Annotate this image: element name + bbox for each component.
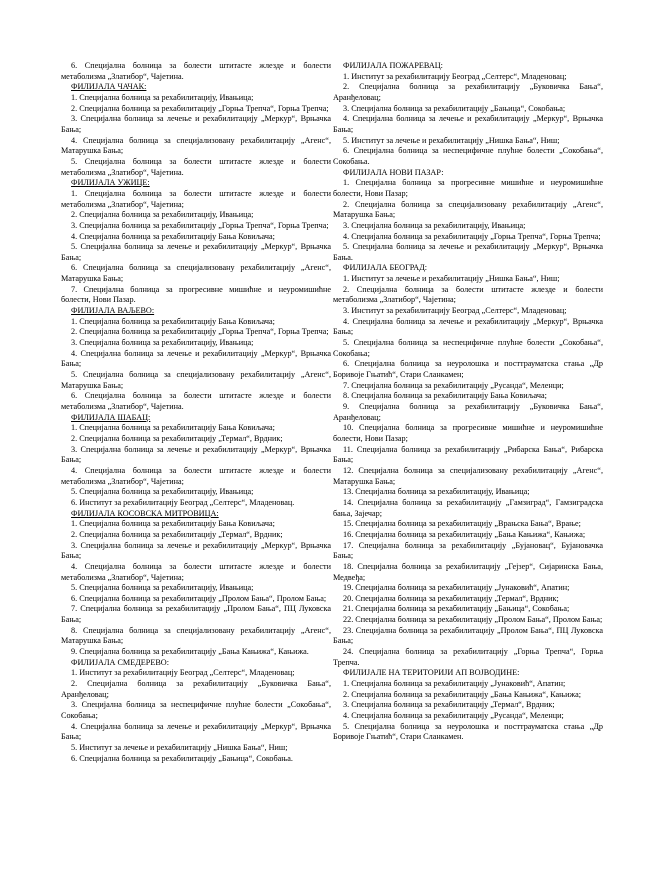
section-heading: ФИЛИЈАЛА НОВИ ПАЗАР: bbox=[343, 167, 444, 177]
list-item: 4. Специјална болница за рехабилитацију Бања Ковиљача; bbox=[71, 231, 275, 241]
list-item: 20. Специјална болница за рехабилитацију „Термал“, Врдник; bbox=[343, 593, 559, 603]
section-heading: ФИЛИЈАЛА ЧАЧАК: bbox=[71, 82, 147, 92]
list-item: 5. Специјална болница за рехабилитацију, Ивањица; bbox=[71, 583, 254, 593]
list-item: 2. Специјална болница за болести штитасте жлезде и болести метаболизма „Златибор“, Чајетина; bbox=[333, 284, 603, 305]
list-item: 2. Специјална болница за рехабилитацију „Горња Трепча“, Горња Трепча; bbox=[71, 327, 329, 337]
list-item: 4. Специјална болница за лечење и рехабилитацију „Меркур“, Врњачка Бања; bbox=[61, 721, 331, 742]
list-item: 4. Специјална болница за болести штитасте жлезде и болести метаболизма „Златибор“, Чајетина; bbox=[61, 465, 331, 486]
list-item: 3. Специјална болница за рехабилитацију „Горња Трепча“, Горња Трепча; bbox=[71, 220, 329, 230]
list-item: 6. Специјална болница за болести штитасте жлезде и болести метаболизма „Златибор“, Чајетина. bbox=[61, 61, 331, 81]
list-item: 22. Специјална болница за рехабилитацију „Пролом Бања“, Пролом Бања; bbox=[343, 615, 603, 625]
list-item: 10. Специјална болница за прогресивне мишићне и неуромишићне болести, Нови Пазар; bbox=[333, 423, 603, 443]
right-column bbox=[333, 61, 603, 743]
list-item: 23. Специјална болница за рехабилитацију „Пролом Бања“, ПЦ Луковска Бања; bbox=[333, 625, 603, 646]
list-item: 3. Специјална болница за рехабилитацију „Бањица“, Сокобања; bbox=[343, 103, 566, 113]
list-item: 3. Специјална болница за лечење и рехабилитацију „Меркур“, Врњачка Бања; bbox=[61, 540, 331, 561]
list-item: 2. Специјална болница за рехабилитацију, Ивањица; bbox=[71, 210, 254, 220]
section-heading: ФИЛИЈАЛА ПОЖАРЕВАЦ: bbox=[343, 61, 443, 70]
section-heading: ФИЛИЈАЛА УЖИЦЕ: bbox=[71, 178, 150, 188]
list-item: 3. Специјална болница за рехабилитацију „Термал“, Врдник; bbox=[343, 700, 555, 710]
list-item: 5. Специјална болница за неуролошка и посттрауматска стања „Др Боривоје Гњатић“, Стари Сланкамен. bbox=[333, 721, 603, 742]
list-item: 1. Специјална болница за прогресивне мишићне и неуромишићне болести, Нови Пазар; bbox=[333, 178, 603, 198]
section-heading: ФИЛИЈАЛА ШАБАЦ: bbox=[71, 412, 151, 422]
list-item: 8. Специјална болница за рехабилитацију Бања Ковиљача; bbox=[343, 391, 547, 401]
list-item: 3. Специјална болница за неспецифичне плућне болести „Сокобања“, Сокобања; bbox=[61, 700, 331, 721]
list-item: 24. Специјална болница за рехабилитацију „Горња Трепча“, Горња Трепча. bbox=[333, 647, 603, 667]
list-item: 6. Специјална болница за рехабилитацију „Бањица“, Сокобања. bbox=[71, 753, 293, 763]
list-item: 6. Специјална болница за неспецифичне плућне болести „Сокобања“, Сокобања. bbox=[333, 146, 603, 166]
list-item: 12. Специјална болница за специјализовану рехабилитацију „Агенс“, Матарушка Бања; bbox=[333, 465, 603, 486]
list-item: 1. Специјална болница за рехабилитацију „Јунаковић“, Апатин; bbox=[343, 679, 566, 689]
list-item: 5. Институт за лечење и рехабилитацију „Нишка Бања“, Ниш; bbox=[343, 135, 560, 145]
section-heading: ФИЛИЈАЛА КОСОВСКА МИТРОВИЦА: bbox=[71, 508, 219, 518]
list-item: 2. Специјална болница за рехабилитацију „Буковичка Бања“, Аранђеловац; bbox=[61, 679, 331, 699]
list-item: 5. Специјална болница за специјализовану рехабилитацију „Агенс“, Матарушка Бања; bbox=[61, 370, 331, 390]
list-item: 7. Специјална болница за рехабилитацију „Русанда“, Меленци; bbox=[343, 380, 564, 390]
list-item: 6. Институт за рехабилитацију Београд „Селтерс“, Младеновац. bbox=[71, 497, 295, 507]
list-item: 2. Специјална болница за рехабилитацију „Термал“, Врдник; bbox=[71, 433, 283, 443]
section-heading: ФИЛИЈАЛА ВАЉЕВО: bbox=[71, 306, 155, 316]
list-item: 17. Специјална болница за рехабилитацију „Бујановац“, Бујановачка Бања; bbox=[333, 540, 603, 561]
list-item: 1. Институт за рехабилитацију Београд „Селтерс“, Младеновац; bbox=[71, 668, 295, 678]
list-item: 5. Специјална болница за рехабилитацију, Ивањица; bbox=[71, 487, 254, 497]
list-item: 3. Специјална болница за лечење и рехабилитацију „Меркур“, Врњачка Бања; bbox=[61, 114, 331, 134]
section-heading: ФИЛИЈАЛА БЕОГРАД: bbox=[343, 263, 428, 273]
list-item: 21. Специјална болница за рехабилитацију „Бањица“, Сокобања; bbox=[343, 604, 570, 614]
list-item: 7. Специјална болница за рехабилитацију „Пролом Бања“, ПЦ Луковска Бања; bbox=[61, 604, 331, 625]
list-item: 4. Специјална болница за рехабилитацију „Горња Трепча“, Горња Трепча; bbox=[343, 231, 601, 241]
list-item: 6. Специјална болница за болести штитасте жлезде и болести метаболизма „Златибор“, Чајетина. bbox=[61, 391, 331, 411]
list-item: 1. Специјална болница за болести штитасте жлезде и болести метаболизма „Златибор“, Чајетина; bbox=[61, 188, 331, 209]
list-item: 3. Специјална болница за лечење и рехабилитацију „Меркур“, Врњачка Бања; bbox=[61, 444, 331, 465]
list-item: 3. Специјална болница за рехабилитацију, Ивањица; bbox=[71, 338, 254, 348]
list-item: 13. Специјална болница за рехабилитацију, Ивањица; bbox=[343, 487, 530, 497]
section-heading: ФИЛИЈАЛЕ НА ТЕРИТОРИЈИ АП ВОЈВОДИНЕ: bbox=[343, 668, 520, 678]
list-item: 1. Специјална болница за рехабилитацију Бања Ковиљача; bbox=[71, 423, 275, 433]
list-item: 7. Специјална болница за прогресивне мишићне и неуромишићне болести, Нови Пазар. bbox=[61, 284, 331, 305]
list-item: 4. Специјална болница за рехабилитацију „Русанда“, Меленци; bbox=[343, 711, 564, 721]
list-item: 4. Специјална болница за лечење и рехабилитацију „Меркур“, Врњачка Бања; bbox=[333, 114, 603, 134]
list-item: 1. Специјална болница за рехабилитацију Бања Ковиљача; bbox=[71, 519, 275, 529]
list-item: 5. Специјална болница за неспецифичне плућне болести „Сокобања“, Сокобања; bbox=[333, 338, 603, 358]
list-item: 2. Специјална болница за специјализовану рехабилитацију „Агенс“, Матарушка Бања; bbox=[333, 199, 603, 220]
list-item: 6. Специјална болница за неуролошка и посттрауматска стања „Др Боривоје Гњатић“, Стари Сланкамен; bbox=[333, 359, 603, 380]
list-item: 2. Специјална болница за рехабилитацију „Горња Трепча“, Горња Трепча; bbox=[71, 103, 329, 113]
list-item: 3. Институт за рехабилитацију Београд „Селтерс“, Младеновац; bbox=[343, 306, 567, 316]
list-item: 19. Специјална болница за рехабилитацију „Јунаковић“, Апатин; bbox=[343, 583, 570, 593]
list-item: 14. Специјална болница за рехабилитацију „Гамзиград“, Гамзиградска бања, Зајечар; bbox=[333, 497, 603, 518]
list-item: 1. Специјална болница за рехабилитацију Бања Ковиљача; bbox=[71, 316, 275, 326]
list-item: 1. Институт за лечење и рехабилитацију „Нишка Бања“, Ниш; bbox=[343, 274, 560, 284]
left-column bbox=[61, 61, 331, 764]
list-item: 6. Специјална болница за специјализовану рехабилитацију „Агенс“, Матарушка Бања; bbox=[61, 263, 331, 284]
section-heading: ФИЛИЈАЛА СМЕДЕРЕВО: bbox=[71, 657, 169, 667]
list-item: 4. Специјална болница за специјализовану рехабилитацију „Агенс“, Матарушка Бања; bbox=[61, 135, 331, 156]
list-item: 5. Специјална болница за болести штитасте жлезде и болести метаболизма „Златибор“, Чајетина. bbox=[61, 156, 331, 177]
list-item: 2. Специјална болница за рехабилитацију „Термал“, Врдник; bbox=[71, 529, 283, 539]
list-item: 5. Специјална болница за лечење и рехабилитацију „Меркур“, Врњачка Бања; bbox=[61, 242, 331, 262]
list-item: 11. Специјална болница за рехабилитацију „Рибарска Бања“, Рибарска Бања; bbox=[333, 444, 603, 465]
list-item: 1. Институт за рехабилитацију Београд „Селтерс“, Младеновац; bbox=[343, 71, 567, 81]
list-item: 4. Специјална болница за лечење и рехабилитацију „Меркур“, Врњачка Бања; bbox=[333, 316, 603, 337]
list-item: 4. Специјална болница за болести штитасте жлезде и болести метаболизма „Златибор“, Чајетина; bbox=[61, 561, 331, 582]
list-item: 9. Специјална болница за рехабилитацију „Буковичка Бања“, Аранђеловац; bbox=[333, 402, 603, 422]
list-item: 3. Специјална болница за рехабилитацију, Ивањица; bbox=[343, 220, 526, 230]
list-item: 6. Специјална болница за рехабилитацију „Пролом Бања“, Пролом Бања; bbox=[71, 593, 327, 603]
list-item: 1. Специјална болница за рехабилитацију, Ивањица; bbox=[71, 92, 254, 102]
list-item: 2. Специјална болница за рехабилитацију „Буковичка Бања“, Аранђеловац; bbox=[333, 82, 603, 102]
list-item: 18. Специјална болница за рехабилитацију „Гејзер“, Сијаринска Бања, Медвеђа; bbox=[333, 561, 603, 582]
list-item: 15. Специјална болница за рехабилитацију „Врањска Бања“, Врање; bbox=[343, 519, 581, 529]
list-item: 16. Специјална болница за рехабилитацију „Бања Кањижа“, Кањижа; bbox=[343, 529, 586, 539]
list-item: 5. Специјална болница за лечење и рехабилитацију „Меркур“, Врњачка Бања. bbox=[333, 242, 603, 262]
list-item: 9. Специјална болница за рехабилитацију „Бања Кањижа“, Кањижа. bbox=[71, 647, 309, 657]
list-item: 5. Институт за лечење и рехабилитацију „Нишка Бања“, Ниш; bbox=[71, 743, 288, 752]
list-item: 8. Специјална болница за специјализовану рехабилитацију „Агенс“, Матарушка Бања; bbox=[61, 625, 331, 646]
list-item: 2. Специјална болница за рехабилитацију „Бања Кањижа“, Кањижа; bbox=[343, 689, 582, 699]
list-item: 4. Специјална болница за лечење и рехабилитацију „Меркур“, Врњачка Бања; bbox=[61, 348, 331, 369]
